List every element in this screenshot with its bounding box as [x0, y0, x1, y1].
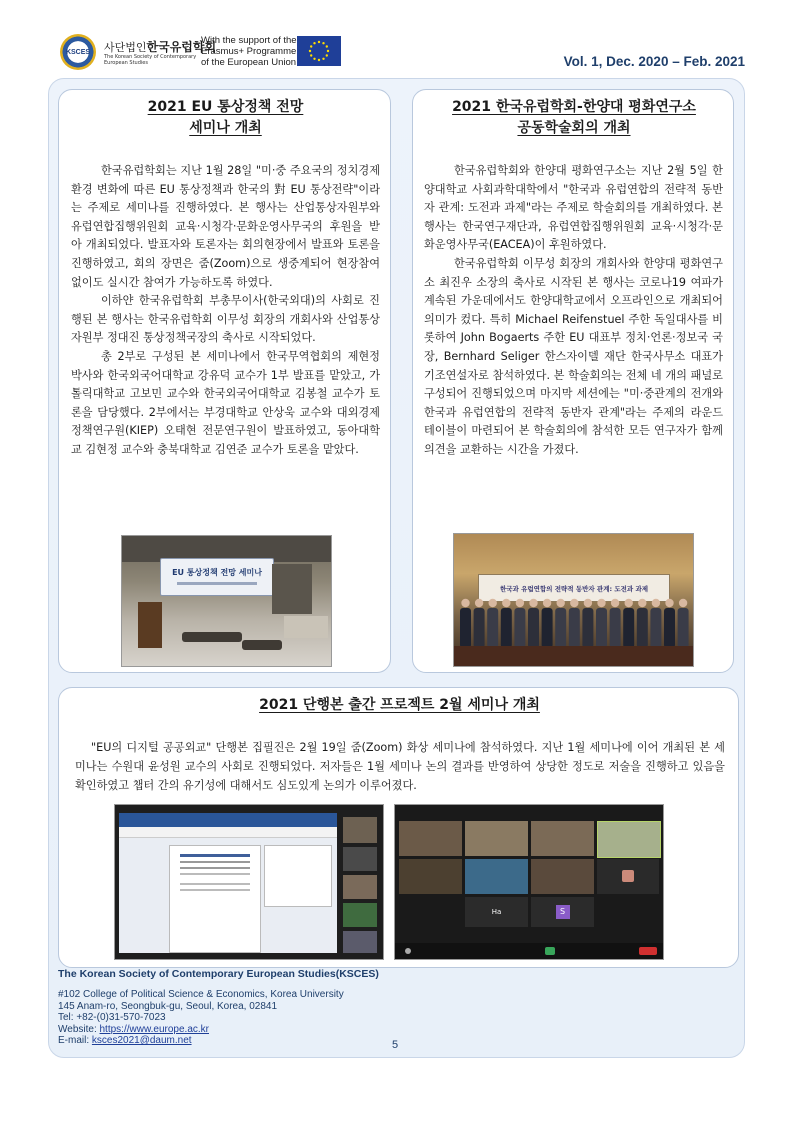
- attendee-figure: [528, 599, 539, 648]
- org-name: 사단법인한국유럽학회: [104, 40, 217, 54]
- attendee-figure: [569, 599, 580, 648]
- attendee-figure: [501, 599, 512, 648]
- eu-star-icon: [313, 42, 315, 44]
- footer-email-row: E-mail: ksces2021@daum.net: [58, 1035, 192, 1046]
- attendee-figure: [623, 599, 634, 648]
- article2-title-line2: 공동학술회의 개최: [517, 120, 631, 136]
- page-number: 5: [392, 1039, 399, 1051]
- attendee-figure: [555, 599, 566, 648]
- article2-paragraph: 한국유럽학회 이무성 회장의 개회사와 한양대 평화연구소 최진우 소장의 축사로 시작된 본 행사는 코로나19 여파가 계속된 가운데에서도 한양대학교에서 오프라인으로 개최되어 의미가 컸다. 특히 Michael Reifenstuel 주한 독일대사를 비롯하여 John Bogaerts 주한 EU 대표부 정치·언론·정보국 국장, Bernhard Seliger 한스자이델 재단 한국사무소 대표가 기조연설자로 참석하였다. 본 학술회의는 전체 네 개의 패널로 구성되어 진행되었으며 마지막 세션에는 "미·중관계의 전개와 한국과 유럽연합의 전략적 동반자 관계"라는 주제의 라운드 테이블이 마련되어 본 학술회의에 참석한 모든 연구자가 함께 의견을 교환하는 시간을 가졌다.: [424, 256, 723, 456]
- attendee-figure: [650, 599, 661, 648]
- article3-body: [75, 738, 725, 795]
- attendee-figure: [542, 599, 553, 648]
- website-link[interactable]: https://www.europe.ac.kr: [99, 1023, 209, 1035]
- footer-address-line1: #102 College of Political Science & Economics, Korea University: [58, 989, 344, 1000]
- article1-paragraph: 총 2부로 구성된 본 세미나에서 한국무역협회의 제현정 박사와 한국외국어대학교 강유덕 교수가 1부 발표를 맡았고, 가톨릭대학교 고보민 교수와 한국외국어대학교 김봉철 교수가 토론을 담당했다. 2부에서는 부경대학교 안상욱 교수와 대외경제정책연구원(KIEP) 오태현 전문연구원이 발표하였고, 동아대학교 김현정 교수와 충북대학교 김연준 교수가 토론을 맡았다.: [71, 349, 380, 456]
- eu-star-icon: [322, 42, 324, 44]
- attendee-figure: [610, 599, 621, 648]
- footer-tel: Tel: +82-(0)31-570-7023: [58, 1012, 166, 1023]
- article1-title-line1: 2021 EU 통상정책 전망: [147, 99, 304, 115]
- article1-paragraph: 이하얀 한국유럽학회 부총무이사(한국외대)의 사회로 진행된 본 행사는 한국유럽학회 이무성 회장의 개회사와 산업통상자원부 정대진 통상정책국장의 축사로 시작되었다.: [71, 294, 380, 345]
- article-joint-conference: [412, 89, 734, 673]
- attendee-figure: [487, 599, 498, 648]
- page-header: [0, 0, 793, 80]
- eu-star-icon: [310, 45, 312, 47]
- eu-star-icon: [318, 41, 320, 43]
- eu-star-icon: [313, 58, 315, 60]
- participant-avatar: S: [556, 905, 570, 919]
- attendee-figure: [514, 599, 525, 648]
- attendee-figure: [637, 599, 648, 648]
- volume-issue: Vol. 1, Dec. 2020 – Feb. 2021: [563, 54, 745, 69]
- footer-org-name: The Korean Society of Contemporary European Studies(KSCES): [58, 968, 379, 980]
- article-book-project-seminar: [58, 687, 739, 968]
- eu-star-icon: [310, 54, 312, 56]
- eu-star-icon: [309, 50, 311, 52]
- footer-contact: [58, 989, 738, 1047]
- attendee-figure: [596, 599, 607, 648]
- footer-address-line2: 145 Anam-ro, Seongbuk-gu, Seoul, Korea, 02841: [58, 1000, 278, 1012]
- attendee-figure: [664, 599, 675, 648]
- article1-paragraph: 한국유럽학회는 지난 1월 28일 "미·중 주요국의 정치경제환경 변화에 따른 EU 통상정책과 한국의 對 EU 통상전략"이라는 주제로 세미나를 진행하였다. 본 행사는 산업통상자원부와 유럽연합집행위원회 교육·시청각·문화운영사무국의 후원을 받아 개최되었다. 발표자와 토론자는 회의현장에서 발표와 토론을 진행하였고, 회의 장면은 줌(Zoom)으로 생중계되어 현장참여 없이도 실시간 참여가 가능하도록 하였다.: [71, 164, 380, 289]
- eu-star-icon: [322, 58, 324, 60]
- org-english-name: The Korean Society of Contemporary European Studies: [104, 54, 197, 66]
- zoom-screen-share-photo: [114, 804, 384, 960]
- article3-title: 2021 단행본 출간 프로젝트 2월 세미나 개최: [259, 697, 540, 713]
- attendee-figure: [582, 599, 593, 648]
- article1-title-line2: 세미나 개최: [189, 120, 262, 136]
- attendee-figure: [678, 599, 689, 648]
- attendee-figure: [460, 599, 471, 648]
- eu-star-icon: [326, 54, 328, 56]
- ksces-logo: KSCES: [60, 34, 96, 70]
- article-eu-trade-seminar: [58, 89, 391, 673]
- podium: [138, 602, 162, 648]
- eu-star-icon: [326, 45, 328, 47]
- seminar-banner: EU 통상정책 전망 세미나: [160, 558, 274, 596]
- eu-star-icon: [327, 50, 329, 52]
- eu-star-icon: [318, 59, 320, 61]
- eu-flag-icon: [297, 36, 341, 66]
- article3-paragraph: "EU의 디지털 공공외교" 단행본 집필진은 2월 19일 줌(Zoom) 화상 세미나에 참석하였다. 지난 1월 세미나에 이어 개최된 본 세미나는 수원대 윤성원 교수의 사회로 진행되었다. 저자들은 1월 세미나 논의 결과를 반영하여 상당한 정도로 저술을 진행하고 있음을 확인하였고 챕터 간의 유기성에 대해서도 심도있게 논의가 이루어졌다.: [75, 741, 725, 792]
- article2-paragraph: 한국유럽학회와 한양대 평화연구소는 지난 2월 5일 한양대학교 사회과학대학에서 "한국과 유럽연합의 전략적 동반자 관계: 도전과 과제"라는 주제로 학술회의를 개최하였다. 본 행사는 한국연구재단과, 유럽연합집행위원회 교육·시청각·문화운영사무국(EACEA)이 후원하였다.: [424, 164, 723, 252]
- article1-body: [71, 162, 380, 460]
- attendee-figure: [474, 599, 485, 648]
- email-link[interactable]: ksces2021@daum.net: [91, 1035, 192, 1046]
- page-footer: [58, 968, 738, 1047]
- erasmus-support-text: With the support of the Erasmus+ Programme of the European Union: [201, 35, 297, 68]
- zoom-gallery-photo: [394, 804, 664, 960]
- seminar-room-photo: [121, 535, 332, 667]
- article2-body: [424, 162, 723, 460]
- footer-website-row: Website: https://www.europe.ac.kr: [58, 1023, 209, 1035]
- participant-tile: Ha: [465, 897, 528, 927]
- conference-banner: 한국과 유럽연합의 전략적 동반자 관계: 도전과 과제: [478, 574, 670, 602]
- article2-title-line1: 2021 한국유럽학회-한양대 평화연구소: [452, 99, 696, 115]
- conference-group-photo: [453, 533, 694, 667]
